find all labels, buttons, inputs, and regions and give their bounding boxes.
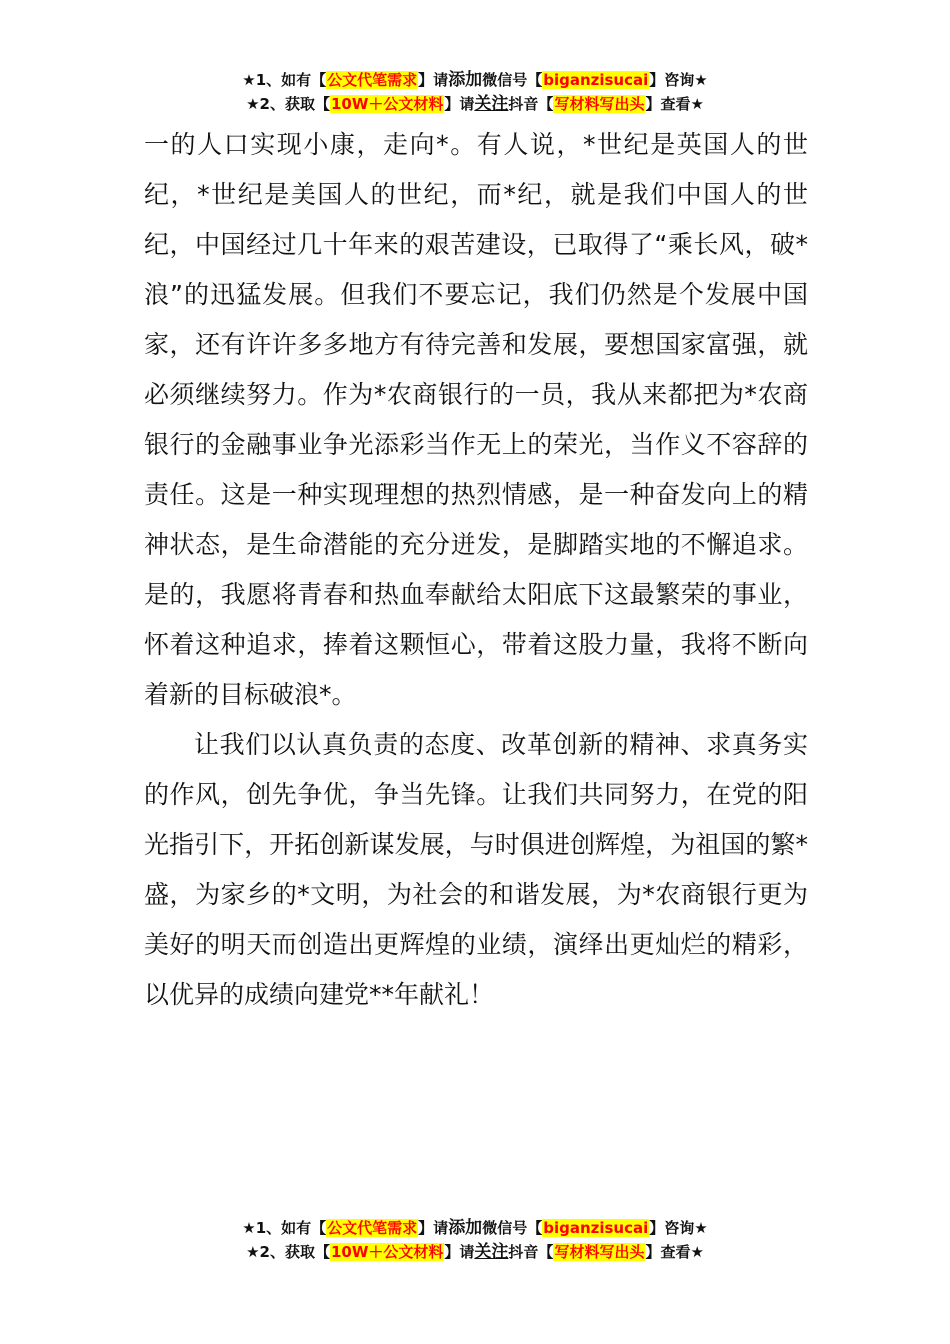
document-body xyxy=(144,120,808,1020)
footer-line-1-mid2: 微信号【 xyxy=(482,1219,543,1237)
footer-line-1-suffix: 】咨询★ xyxy=(649,1219,708,1237)
materials-highlight: 10W＋公文材料 xyxy=(330,95,444,113)
service-highlight: 公文代笔需求 xyxy=(327,71,418,89)
footer-add-emphasis: 添加 xyxy=(448,1218,483,1238)
footer-line-2-mid2: 抖音【 xyxy=(508,1243,554,1261)
footer-line-1 xyxy=(0,1216,950,1240)
header-line-2 xyxy=(0,92,950,116)
header-line-2-mid: 】请 xyxy=(444,95,475,113)
follow-emphasis: 关注 xyxy=(474,94,509,114)
footer-service-highlight: 公文代笔需求 xyxy=(327,1219,418,1237)
footer-wechat-id-highlight: biganzisucai xyxy=(543,1219,649,1237)
footer-line-1-mid: 】请 xyxy=(418,1219,449,1237)
paragraph-2: 让我们以认真负责的态度、改革创新的精神、求真务实的作风，创先争优，争当先锋。让我们共同努力，在党的阳光指引下，开拓创新谋发展，与时俱进创辉煌，为祖国的繁*盛，为家乡的*文明，为社会的和谐发展，为*农商银行更为美好的明天而创造出更辉煌的业绩，演绎出更灿烂的精彩，以优异的成绩向建党**年献礼！ xyxy=(144,730,808,1009)
footer-materials-highlight: 10W＋公文材料 xyxy=(330,1243,444,1261)
header-line-2-prefix: ★2、获取【 xyxy=(246,95,330,113)
footer-douyin-id-highlight: 写材料写出头 xyxy=(554,1243,645,1261)
footer-line-2-prefix: ★2、获取【 xyxy=(246,1243,330,1261)
header-line-1-suffix: 】咨询★ xyxy=(649,71,708,89)
header-banner xyxy=(0,68,950,116)
wechat-id-highlight: biganzisucai xyxy=(543,71,649,89)
footer-line-1-prefix: ★1、如有【 xyxy=(242,1219,327,1237)
header-line-1-mid: 】请 xyxy=(418,71,449,89)
footer-follow-emphasis: 关注 xyxy=(474,1242,509,1262)
add-emphasis: 添加 xyxy=(448,70,483,90)
header-line-1-prefix: ★1、如有【 xyxy=(242,71,327,89)
footer-line-2 xyxy=(0,1240,950,1264)
header-line-1-mid2: 微信号【 xyxy=(482,71,543,89)
footer-line-2-mid: 】请 xyxy=(444,1243,475,1261)
douyin-id-highlight: 写材料写出头 xyxy=(554,95,645,113)
footer-line-2-suffix: 】查看★ xyxy=(645,1243,704,1261)
paragraph-1: 一的人口实现小康，走向*。有人说，*世纪是英国人的世纪，*世纪是美国人的世纪，而*纪，就是我们中国人的世纪，中国经过几十年来的艰苦建设，已取得了“乘长风，破*浪”的迅猛发展。但我们不要忘记，我们仍然是个发展中国家，还有许许多多地方有待完善和发展，要想国家富强，就必须继续努力。作为*农商银行的一员，我从来都把为*农商银行的金融事业争光添彩当作无上的荣光，当作义不容辞的责任。这是一种实现理想的热烈情感，是一种奋发向上的精神状态，是生命潜能的充分迸发，是脚踏实地的不懈追求。是的，我愿将青春和热血奉献给太阳底下这最繁荣的事业，怀着这种追求，捧着这颗恒心，带着这股力量，我将不断向着新的目标破浪*。 xyxy=(144,130,808,709)
header-line-2-suffix: 】查看★ xyxy=(645,95,704,113)
footer-banner xyxy=(0,1216,950,1264)
header-line-1 xyxy=(0,68,950,92)
header-line-2-mid2: 抖音【 xyxy=(508,95,554,113)
